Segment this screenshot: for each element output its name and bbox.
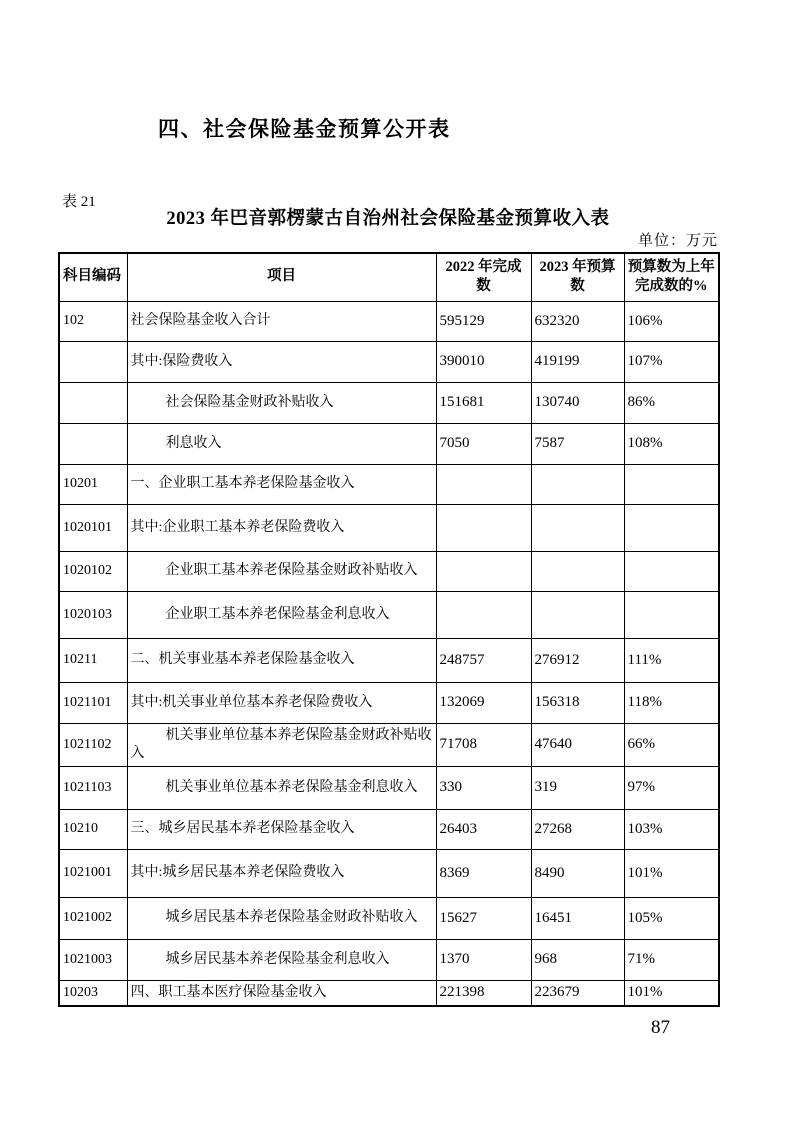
section-heading: 四、社会保险基金预算公开表 [158,117,451,141]
table-row [59,682,719,723]
percent-cell: 111% [624,638,719,682]
value-2022-cell: 248757 [436,638,531,682]
table-row [59,551,719,591]
code-cell: 102 [59,301,127,341]
header-2023-budget: 2023 年预算数 [531,253,624,301]
percent-cell: 101% [624,980,719,1006]
code-cell: 1020102 [59,551,127,591]
percent-cell [624,504,719,551]
value-2023-cell [531,591,624,638]
table-row [59,504,719,551]
value-2022-cell [436,551,531,591]
value-2022-cell: 132069 [436,682,531,723]
table-row [59,897,719,939]
value-2023-cell: 16451 [531,897,624,939]
value-2022-cell: 26403 [436,809,531,849]
code-cell: 10211 [59,638,127,682]
table-row [59,301,719,341]
code-cell: 10201 [59,464,127,504]
percent-cell: 71% [624,939,719,980]
value-2023-cell: 7587 [531,423,624,464]
item-cell: 其中:机关事业单位基本养老保险费收入 [127,682,436,723]
value-2022-cell: 390010 [436,341,531,382]
table-title: 2023 年巴音郭楞蒙古自治州社会保险基金预算收入表 [166,209,610,229]
value-2022-cell: 8369 [436,849,531,897]
item-cell: 城乡居民基本养老保险基金利息收入 [127,939,436,980]
header-subject-code: 科目编码 [59,253,127,301]
percent-cell [624,464,719,504]
code-cell: 1021003 [59,939,127,980]
percent-cell: 103% [624,809,719,849]
code-cell [59,341,127,382]
item-cell: 利息收入 [127,423,436,464]
value-2023-cell: 968 [531,939,624,980]
header-2022-actual: 2022 年完成数 [436,253,531,301]
code-cell: 10210 [59,809,127,849]
value-2022-cell [436,464,531,504]
table-row [59,341,719,382]
header-item: 项目 [127,253,436,301]
item-cell: 城乡居民基本养老保险基金财政补贴收入 [127,897,436,939]
table-row [59,766,719,809]
item-cell: 三、城乡居民基本养老保险基金收入 [127,809,436,849]
value-2023-cell: 223679 [531,980,624,1006]
table-row [59,464,719,504]
percent-cell: 101% [624,849,719,897]
item-cell: 社会保险基金收入合计 [127,301,436,341]
table-header-row [59,253,719,301]
value-2023-cell: 47640 [531,723,624,766]
percent-cell: 105% [624,897,719,939]
value-2022-cell: 1370 [436,939,531,980]
code-cell: 1020101 [59,504,127,551]
item-cell: 机关事业单位基本养老保险基金财政补贴收入 [127,723,436,766]
value-2023-cell [531,504,624,551]
value-2022-cell: 330 [436,766,531,809]
value-2023-cell: 156318 [531,682,624,723]
code-cell [59,382,127,423]
table-row [59,939,719,980]
item-cell: 其中:企业职工基本养老保险费收入 [127,504,436,551]
value-2023-cell: 276912 [531,638,624,682]
table-row [59,423,719,464]
item-cell: 四、职工基本医疗保险基金收入 [127,980,436,1006]
item-cell: 其中:保险费收入 [127,341,436,382]
value-2022-cell: 7050 [436,423,531,464]
code-cell: 1021103 [59,766,127,809]
header-percent: 预算数为上年完成数的% [624,253,719,301]
percent-cell: 107% [624,341,719,382]
table-row [59,382,719,423]
item-cell: 企业职工基本养老保险基金利息收入 [127,591,436,638]
table-row [59,849,719,897]
value-2023-cell: 8490 [531,849,624,897]
value-2023-cell: 319 [531,766,624,809]
code-cell [59,423,127,464]
table-label: 表 21 [62,194,96,210]
code-cell: 10203 [59,980,127,1006]
value-2022-cell [436,591,531,638]
percent-cell: 86% [624,382,719,423]
value-2022-cell: 71708 [436,723,531,766]
code-cell: 1020103 [59,591,127,638]
code-cell: 1021001 [59,849,127,897]
value-2023-cell [531,551,624,591]
table-row [59,809,719,849]
value-2022-cell: 595129 [436,301,531,341]
value-2023-cell [531,464,624,504]
percent-cell: 66% [624,723,719,766]
percent-cell: 118% [624,682,719,723]
page-number: 87 [651,1017,670,1038]
percent-cell: 106% [624,301,719,341]
item-cell: 机关事业单位基本养老保险基金利息收入 [127,766,436,809]
value-2023-cell: 27268 [531,809,624,849]
code-cell: 1021002 [59,897,127,939]
value-2023-cell: 419199 [531,341,624,382]
item-cell: 其中:城乡居民基本养老保险费收入 [127,849,436,897]
percent-cell [624,591,719,638]
value-2023-cell: 130740 [531,382,624,423]
percent-cell: 108% [624,423,719,464]
value-2023-cell: 632320 [531,301,624,341]
percent-cell [624,551,719,591]
table-row [59,723,719,766]
item-cell: 一、企业职工基本养老保险基金收入 [127,464,436,504]
table-row [59,591,719,638]
table-row [59,638,719,682]
value-2022-cell: 151681 [436,382,531,423]
table-row [59,980,719,1006]
budget-income-table [58,252,720,1007]
code-cell: 1021101 [59,682,127,723]
item-cell: 社会保险基金财政补贴收入 [127,382,436,423]
value-2022-cell: 221398 [436,980,531,1006]
percent-cell: 97% [624,766,719,809]
item-cell: 企业职工基本养老保险基金财政补贴收入 [127,551,436,591]
value-2022-cell [436,504,531,551]
value-2022-cell: 15627 [436,897,531,939]
unit-label: 单位：万元 [637,233,718,249]
item-cell: 二、机关事业基本养老保险基金收入 [127,638,436,682]
code-cell: 1021102 [59,723,127,766]
